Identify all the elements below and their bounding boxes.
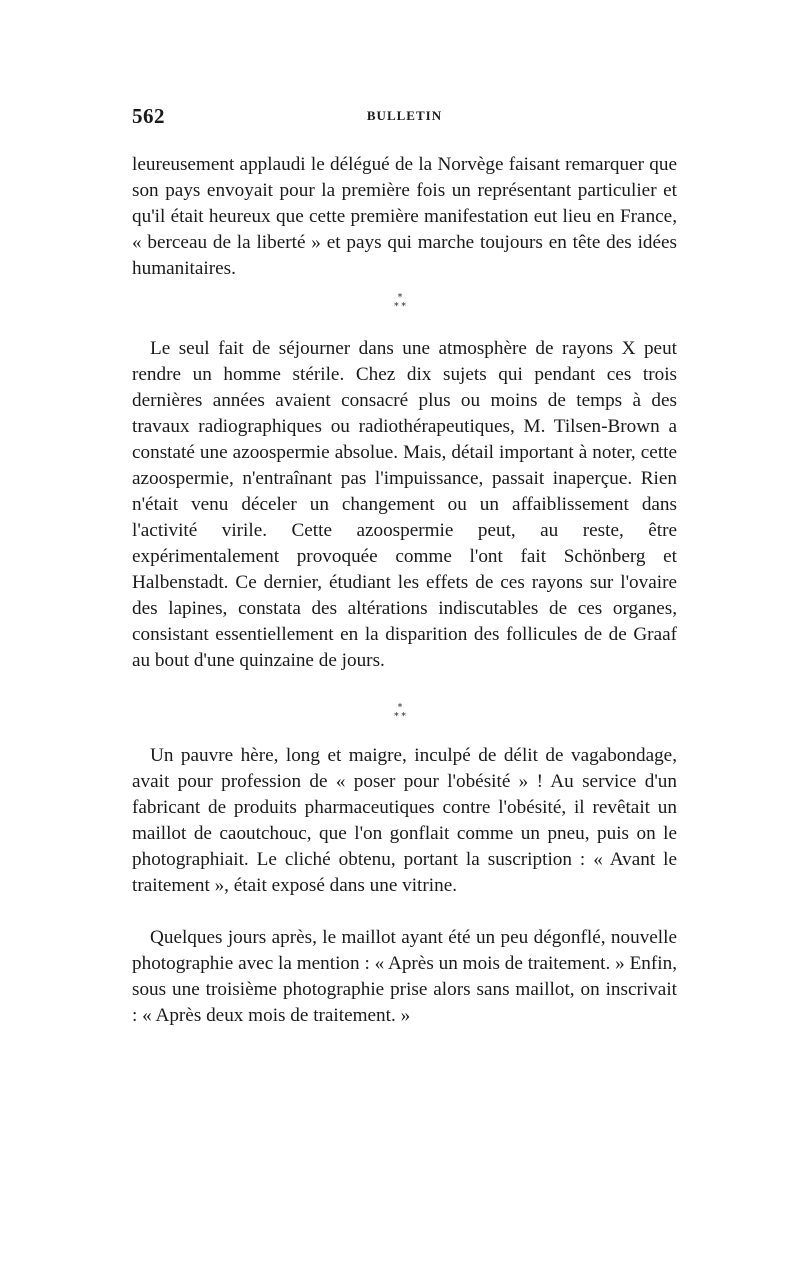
paragraph-quelques-jours: Quelques jours après, le maillot ayant été un peu dégonflé, nouvelle photographie avec la mention : « Après un mois de traitement. » Enfin, sous une troisième photographie prise alors sans maillot, on inscrivait : « Après deux mois de traitement. » <box>132 927 677 1026</box>
section-separator-asterism: * * * <box>394 703 406 722</box>
section-separator-asterism: * * * <box>394 293 406 312</box>
paragraph-obesite: Un pauvre hère, long et maigre, inculpé de délit de vagabondage, avait pour profession de « poser pour l'obésité » ! Au service d'un fabricant de produits pharmaceutiques contre l'obésité, il revêtait un maillot de caoutchouc, que l'on gonflait comme un pneu, puis on le photographiait. Le cliché obtenu, portant la suscription : « Avant le traitement », était exposé dans une vitrine. <box>132 745 677 896</box>
running-title: BULLETIN <box>366 108 443 123</box>
paragraph-rayons-x: Le seul fait de séjourner dans une atmosphère de rayons X peut rendre un homme stérile. Chez dix sujets qui pendant ces trois dernières années avaient consacré plus ou moins de temps à des travaux radiographiques ou radiothérapeutiques, M. Tilsen-Brown a constaté une azoospermie absolue. Mais, détail important à noter, cette azoospermie, n'entraînant pas l'impuissance, passait inaperçue. Rien n'était venu déceler un changement ou un affaiblissement dans l'activité virile. Cette azoospermie peut, au reste, être expérimentalement provoquée comme l'ont fait Schönberg et Halbenstadt. Ce dernier, étudiant les effets de ces rayons sur l'ovaire des lapines, constata des altérations indiscutables de ces organes, consistant essentiellement en la disparition des follicules de de Graaf au bout d'une quinzaine de jours. <box>132 338 677 671</box>
paragraph-continuation: leureusement applaudi le délégué de la Norvège faisant remarquer que son pays envoyait pour la première fois un représentant particulier et qu'il était heureux que cette première manifestation eut lieu en France, « berceau de la liberté » et pays qui marche toujours en tête des idées humanitaires. <box>132 154 677 279</box>
page-header <box>132 104 677 134</box>
page-number: 562 <box>132 104 165 128</box>
